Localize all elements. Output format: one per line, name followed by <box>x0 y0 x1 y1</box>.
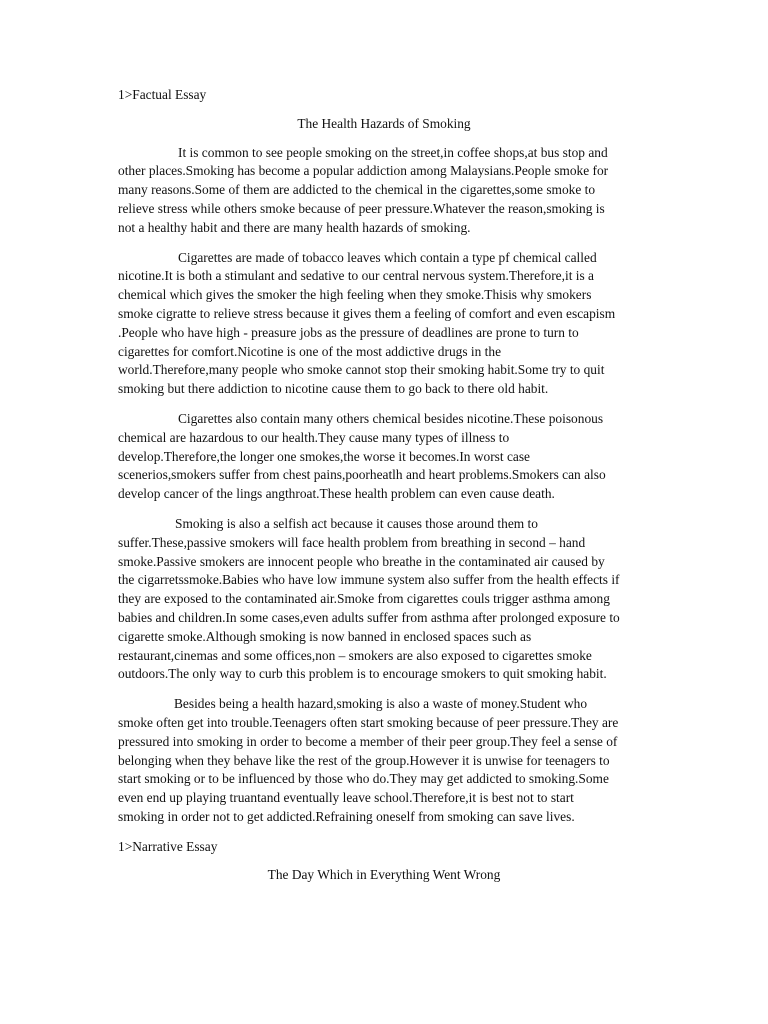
paragraph <box>118 695 650 827</box>
paragraph <box>118 249 650 399</box>
paragraph-line: world.Therefore,many people who smoke cannot stop their smoking habit.Some try to quit <box>118 362 605 378</box>
paragraph-line: the cigarretssmoke.Babies who have low immune system also suffer from the health effects if <box>118 572 620 588</box>
paragraph-line: Besides being a health hazard,smoking is also a waste of money.Student who <box>174 696 588 712</box>
paragraph-line: start smoking or to be influenced by those who do.They may get addicted to smoking.Some <box>118 771 609 787</box>
paragraph-line: smoke often get into trouble.Teenagers often start smoking because of peer pressure.They are <box>118 714 619 730</box>
paragraph-line: cigarette smoke.Although smoking is now banned in enclosed spaces such as <box>118 628 532 644</box>
paragraph-line: cigarettes for comfort.Nicotine is one of the most addictive drugs in the <box>118 343 502 359</box>
document-page <box>118 86 650 885</box>
paragraph-line: belonging when they behave like the rest of the group.However it is unwise for teenagers to <box>118 752 610 768</box>
essay-label: 1>Narrative Essay <box>118 838 218 854</box>
paragraph-line: many reasons.Some of them are addicted to the chemical in the cigarettes,some smoke to <box>118 182 596 198</box>
paragraph-line: develop.Therefore,the longer one smokes,the worse it becomes.In worst case <box>118 448 530 464</box>
paragraph-line: restaurant,cinemas and some offices,non – smokers are also exposed to cigarettes smoke <box>118 647 592 663</box>
paragraph-line: even end up playing truantand eventually leave school.Therefore,it is best not to start <box>118 790 574 806</box>
paragraph-line: .People who have high - preasure jobs as the pressure of deadlines are prone to turn to <box>118 324 579 340</box>
paragraph-line: outdoors.The only way to curb this problem is to encourage smokers to quit smoking habit. <box>118 666 607 682</box>
paragraph-line: Cigarettes are made of tobacco leaves which contain a type pf chemical called <box>178 249 597 265</box>
paragraph-line: smoking but there addiction to nicotine cause them to go back to there old habit. <box>118 381 549 397</box>
paragraph <box>118 144 650 238</box>
paragraph-line: It is common to see people smoking on the street,in coffee shops,at bus stop and <box>178 144 608 160</box>
essay-label: 1>Factual Essay <box>118 87 207 102</box>
paragraph-line: pressured into smoking in order to become a member of their peer group.They feel a sense of <box>118 733 618 749</box>
paragraph <box>118 410 650 504</box>
paragraph-line: nicotine.It is both a stimulant and sedative to our central nervous system.Therefore,it is a <box>118 268 594 284</box>
paragraph-line: chemical which gives the smoker the high feeling when they smoke.Thisis why smokers <box>118 287 592 303</box>
paragraph-line: other places.Smoking has become a popular addiction among Malaysians.People smoke for <box>118 163 609 179</box>
paragraph-line: not a healthy habit and there are many health hazards of smoking. <box>118 219 471 235</box>
paragraph <box>118 515 650 684</box>
paragraph-line: Smoking is also a selfish act because it causes those around them to <box>175 515 538 531</box>
paragraph-line: Cigarettes also contain many others chemical besides nicotine.These poisonous <box>178 410 604 426</box>
paragraph-line: smoke cigratte to relieve stress because it gives them a feeling of comfort and even escapism <box>118 305 616 321</box>
paragraph-line: develop cancer of the lings angthroat.These health problem can even cause death. <box>118 486 555 502</box>
paragraph-line: smoking in order not to get addicted.Refraining oneself from smoking can save lives. <box>118 808 575 824</box>
paragraph-line: they are exposed to the contaminated air.Smoke from cigarettes couls trigger asthma among <box>118 591 610 607</box>
paragraph-line: babies and children.In some cases,even adults suffer from asthma after prolonged exposure to <box>118 609 620 625</box>
essay-title: The Day Which in Everything Went Wrong <box>267 867 501 883</box>
paragraph-line: chemical are hazardous to our health.They cause many types of illness to <box>118 429 510 445</box>
paragraph-line: scenerios,smokers suffer from chest pains,poorheatlh and heart problems.Smokers can also <box>118 467 606 483</box>
paragraph-line: relieve stress while others smoke because of peer pressure.Whatever the reason,smoking is <box>118 200 605 216</box>
essay-title: The Health Hazards of Smoking <box>297 115 471 131</box>
paragraph-line: suffer.These,passive smokers will face health problem from breathing in second – hand <box>118 534 586 550</box>
paragraph-line: smoke.Passive smokers are innocent people who breathe in the contaminated air caused by <box>118 553 605 569</box>
